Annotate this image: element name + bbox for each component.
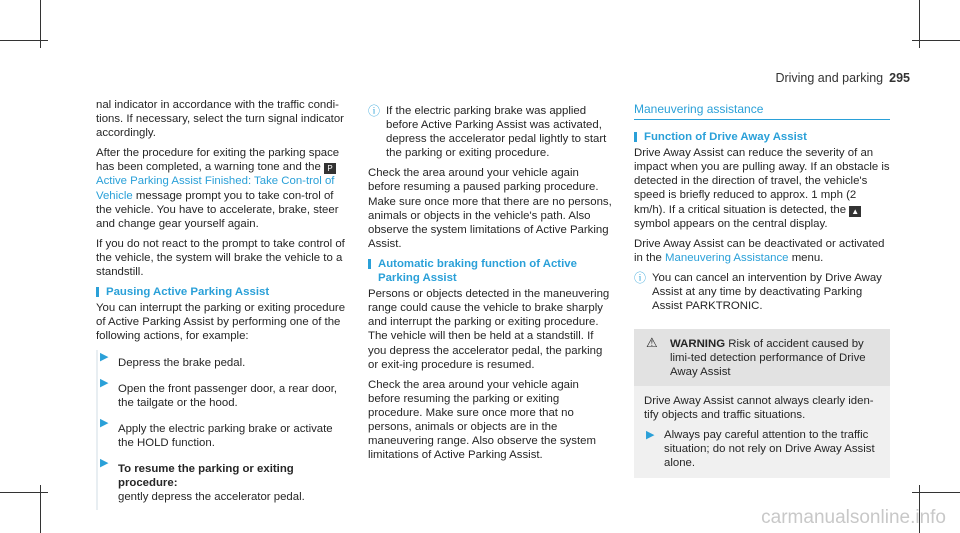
menu-reference: Maneuvering Assistance bbox=[665, 251, 789, 264]
paragraph: You can interrupt the parking or exiting procedure of Active Parking Assist by performing one of the following actions, for example: bbox=[96, 302, 346, 343]
warning-text: Risk of accident caused by limi-ted detection performance of Drive Away Assist bbox=[670, 338, 866, 379]
header-title: Driving and parking bbox=[775, 71, 884, 85]
drive-away-icon: ▲ bbox=[849, 206, 861, 217]
paragraph-text: menu. bbox=[791, 251, 824, 264]
crop-mark bbox=[912, 40, 960, 41]
warning-box bbox=[634, 329, 890, 478]
paragraph bbox=[96, 146, 348, 231]
info-icon: ⓘ bbox=[634, 270, 647, 285]
arrow-step-icon: ▶ bbox=[100, 350, 109, 363]
warning-triangle-icon: ⚠ bbox=[646, 335, 658, 351]
warning-body bbox=[634, 386, 890, 478]
step-text: Apply the electric parking brake or activate the HOLD function. bbox=[118, 422, 333, 449]
paragraph: Persons or objects detected in the maneuvering range could cause the vehicle to brake sharply and interrupt the parking or exiting procedure. The vehicle will then be held at a standstill. If you depress the accelerator pedal, the parking or exit-ing procedure is resumed. bbox=[368, 288, 610, 371]
step-list bbox=[96, 350, 348, 511]
warning-header bbox=[634, 329, 890, 385]
paragraph-text: message prompt you to take con-trol of the vehicle. You have to accelerate, brake, steer and change gear yourself again. bbox=[96, 189, 339, 230]
paragraph: Drive Away Assist cannot always clearly iden-tify objects and traffic situations. bbox=[644, 394, 874, 421]
paragraph: If you do not react to the prompt to take control of the vehicle, the system will brake the vehicle to a standstill. bbox=[96, 237, 345, 279]
step-title: To resume the parking or exiting procedure: bbox=[118, 462, 294, 490]
parking-assist-icon: P bbox=[324, 163, 336, 174]
list-item bbox=[98, 456, 348, 510]
arrow-step-icon: ▶ bbox=[100, 456, 109, 469]
list-item bbox=[98, 350, 348, 376]
list-item bbox=[644, 428, 880, 470]
info-icon: ⓘ bbox=[368, 104, 381, 118]
column-3 bbox=[634, 102, 890, 478]
crop-mark bbox=[912, 492, 960, 493]
arrow-step-icon: ▶ bbox=[646, 428, 655, 441]
step-text: Depress the brake pedal. bbox=[118, 356, 246, 369]
info-note bbox=[368, 104, 614, 160]
step-text: gently depress the accelerator pedal. bbox=[118, 491, 305, 504]
step-text: Open the front passenger door, a rear door, the tailgate or the hood. bbox=[118, 382, 338, 409]
paragraph: Check the area around your vehicle again before resuming a paused parking procedure. Make sure once more that there are no persons, animals or objects in the vehicle's path. Also observe the system limitations of Active Parking Assist. bbox=[368, 167, 612, 250]
paragraph: nal indicator in accordance with the traffic condi-tions. If necessary, select the turn signal indicator accordingly. bbox=[96, 99, 344, 140]
paragraph bbox=[634, 146, 890, 231]
page-number: 295 bbox=[889, 71, 910, 85]
list-item bbox=[98, 376, 348, 416]
paragraph-text: After the procedure for exiting the parking space has been completed, a warning tone and the bbox=[96, 147, 340, 174]
warning-label: WARNING bbox=[670, 338, 726, 351]
section-heading: Maneuvering assistance bbox=[634, 102, 890, 120]
note-text: You can cancel an intervention by Drive Away Assist at any time by deactivating Parking Assist PARKTRONIC. bbox=[652, 271, 882, 313]
subheading-pausing: Pausing Active Parking Assist bbox=[96, 285, 348, 299]
crop-mark bbox=[0, 40, 48, 41]
paragraph-text: symbol appears on the central display. bbox=[634, 217, 828, 230]
column-1 bbox=[96, 98, 348, 510]
arrow-step-icon: ▶ bbox=[100, 416, 109, 429]
display-message: Active Parking Assist Finished: Take Con-trol of Vehicle bbox=[96, 175, 335, 202]
arrow-step-icon: ▶ bbox=[100, 376, 109, 389]
crop-mark bbox=[0, 492, 48, 493]
note-text: If the electric parking brake was applied before Active Parking Assist was activated, depress the accelerator pedal lightly to start the parking or exiting procedure. bbox=[386, 105, 607, 160]
paragraph: Check the area around your vehicle again before resuming the parking or exiting procedure. Make sure once more that no persons, animals or objects are in the maneuvering range. Also observe the system limitations of Active Parking Assist. bbox=[368, 378, 596, 462]
step-text: Always pay careful attention to the traffic situation; do not rely on Drive Away Assist alone. bbox=[664, 428, 875, 469]
paragraph bbox=[634, 237, 890, 265]
subheading-drive-away: Function of Drive Away Assist bbox=[634, 130, 890, 144]
column-2 bbox=[368, 104, 614, 468]
info-note bbox=[634, 271, 890, 313]
list-item bbox=[98, 416, 348, 456]
watermark: carmanualsonline.info bbox=[761, 507, 946, 528]
paragraph-text: Drive Away Assist can reduce the severity of an impact when you are pulling away. If an obstacle is detected in the direction of travel, the vehicle's speed is briefly reduced to approx. 1 mph (2 km/h). If a critical situation is detected, the bbox=[634, 147, 890, 216]
page-header bbox=[775, 71, 910, 85]
subheading-automatic-braking: Automatic braking function of Active Parking Assist bbox=[368, 257, 614, 285]
paragraph-text: Drive Away Assist can be deactivated or activated in the bbox=[634, 237, 885, 264]
